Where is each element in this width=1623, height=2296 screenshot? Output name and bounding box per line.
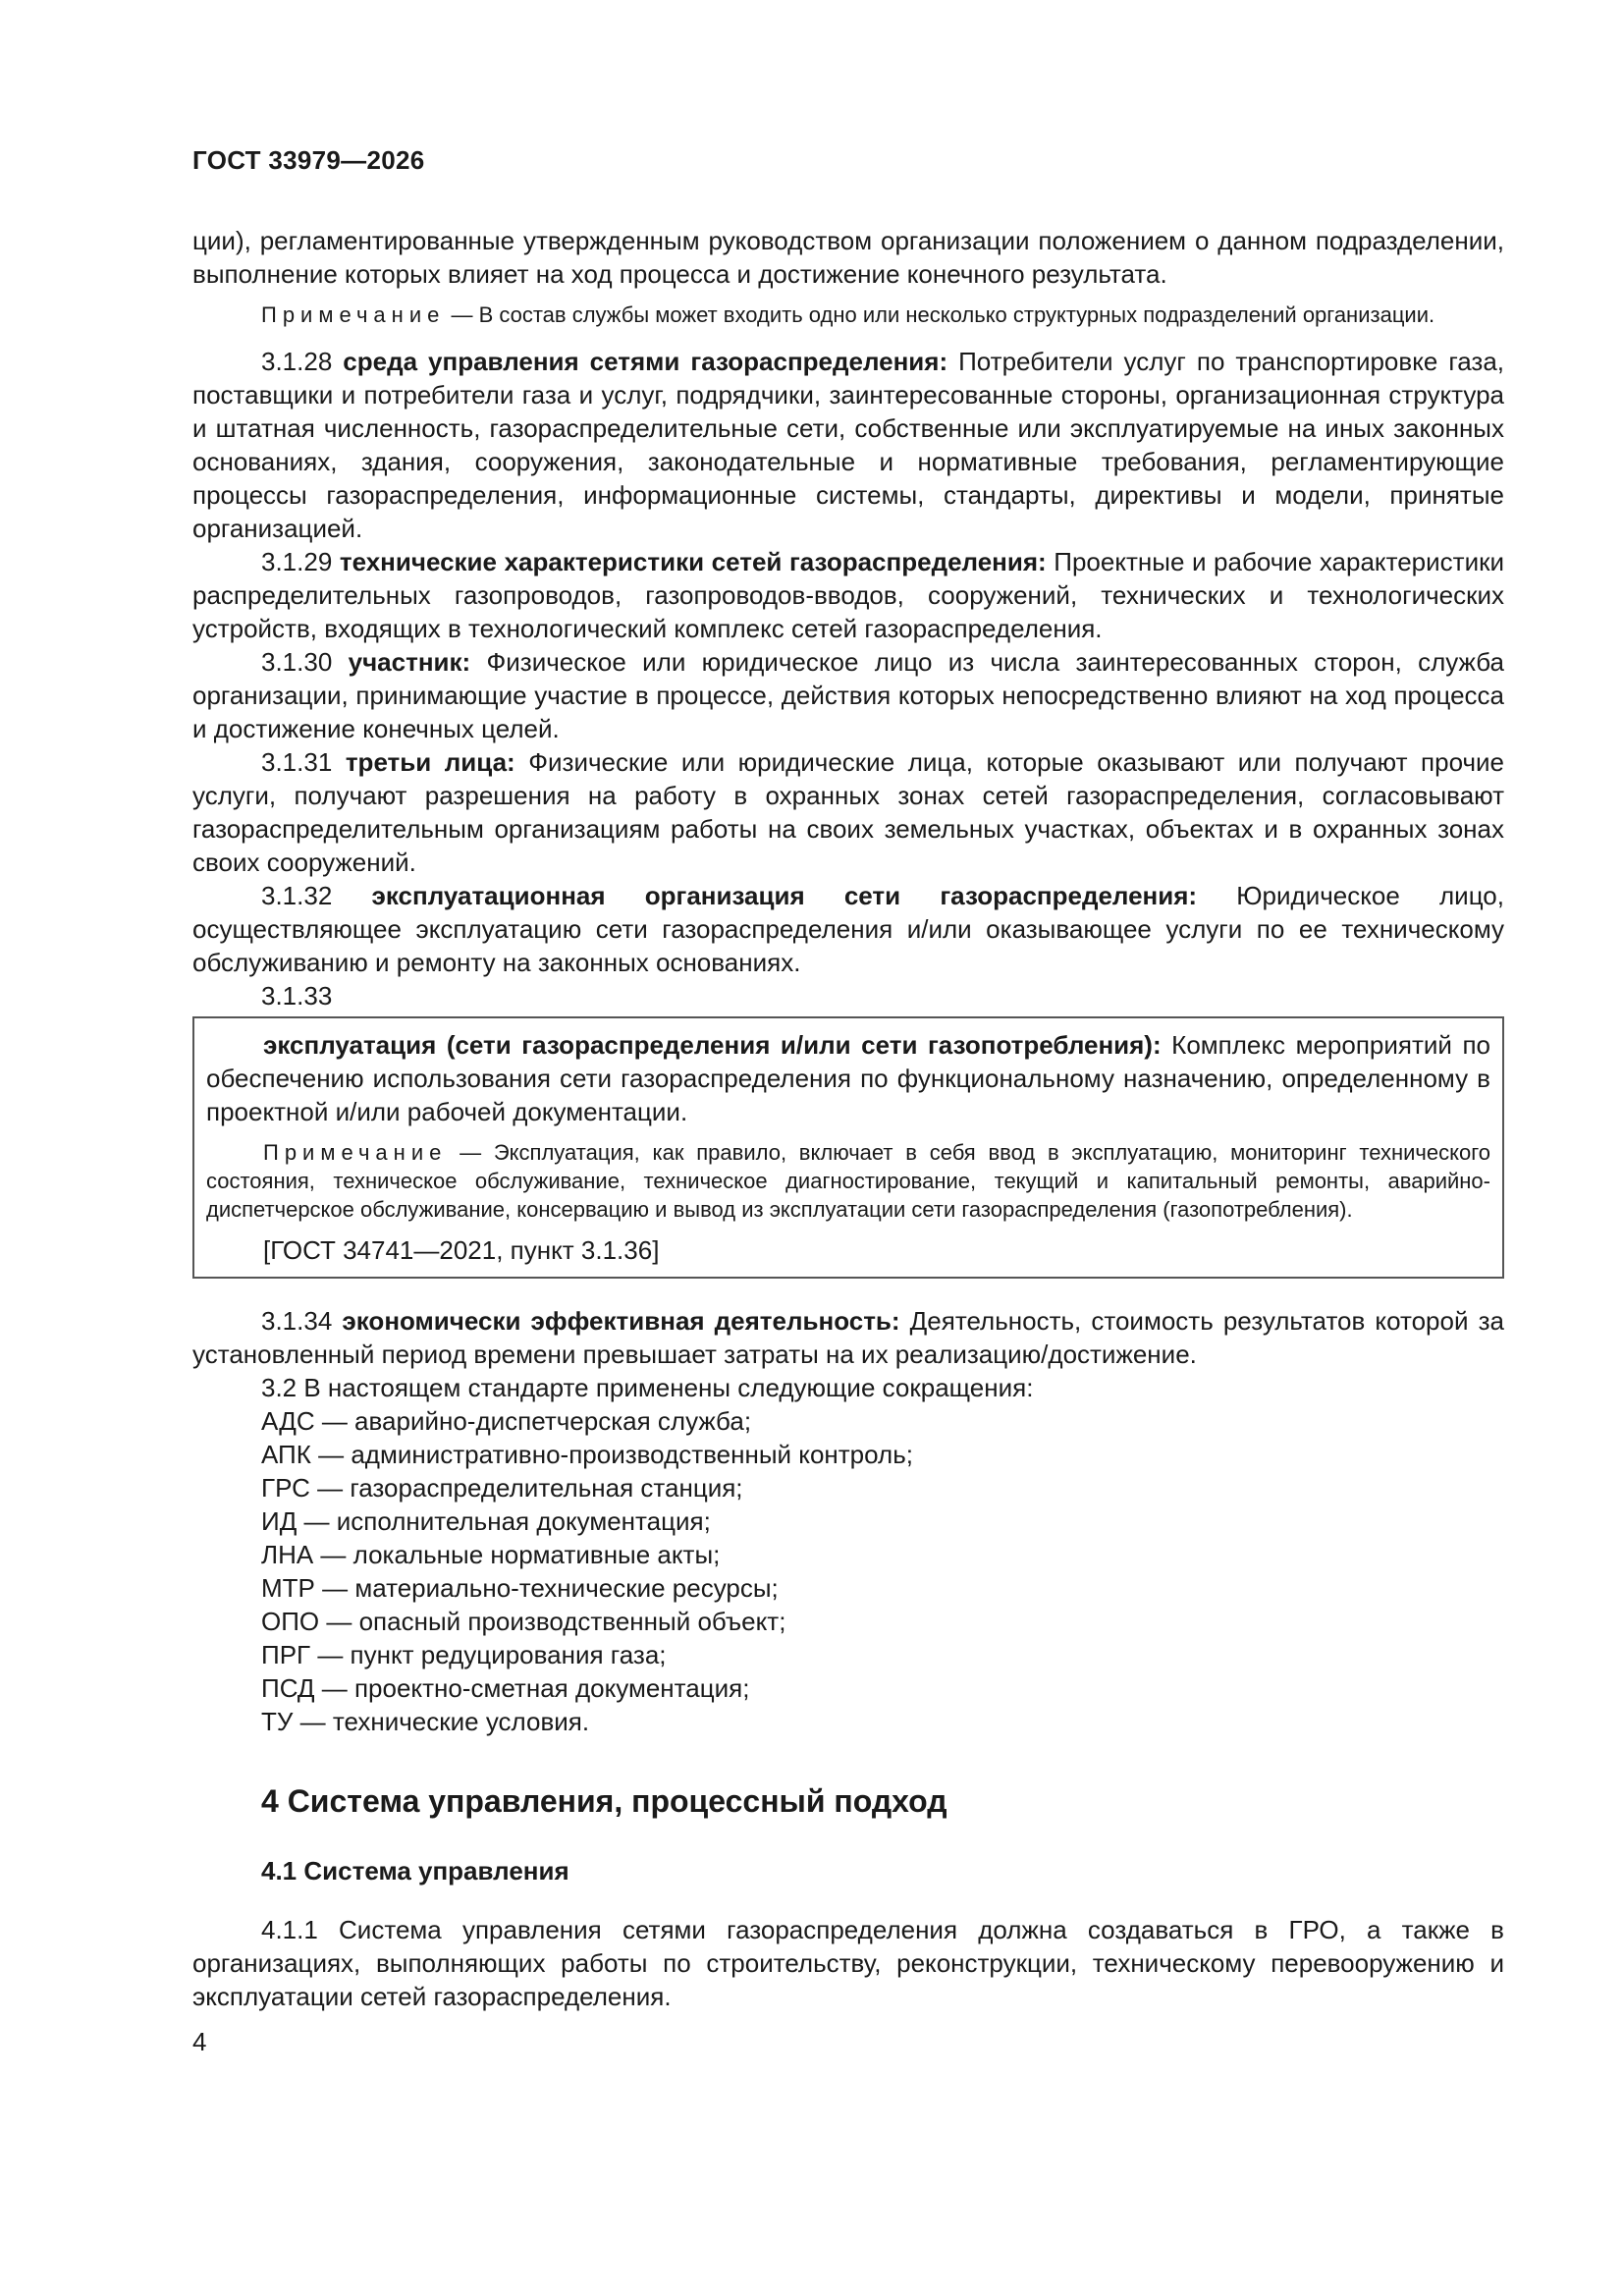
term-definition: Комплекс мероприятий по обеспечению использования сети газораспределения по функциональному назначению, определенному в проектной и/или рабочей документации. — [206, 1030, 1491, 1126]
page-number: 4 — [192, 2027, 207, 2056]
note-1-text: — В состав службы может входить одно или несколько структурных подразделений организации. — [445, 302, 1435, 327]
term-title: технические характеристики сетей газораспределения: — [339, 547, 1047, 576]
term-definition: Деятельность, стоимость результатов которой за установленный период времени превышает затраты на их реализацию/достижение. — [192, 1306, 1504, 1369]
list-item: ГРС — газораспределительная станция; — [261, 1473, 743, 1503]
term-3-1-29 — [192, 545, 1504, 645]
list-item: ПСД — проектно-сметная документация; — [261, 1673, 750, 1703]
term-title: участник: — [348, 647, 471, 677]
term-3-1-28 — [192, 345, 1504, 545]
term-definition: Проектные и рабочие характеристики распределительных газопроводов, газопроводов-вводов, сооружений, технических и технологических устройств, входящих в технологический комплекс сетей газораспределения. — [192, 547, 1504, 643]
document-header: ГОСТ 33979—2026 — [192, 145, 425, 175]
term-title: среда управления сетями газораспределения: — [343, 347, 948, 376]
note-label: Примечание — [263, 1140, 448, 1165]
term-number: 3.1.29 — [261, 547, 333, 576]
boxed-term — [206, 1028, 1490, 1128]
note-1-label: Примечание — [261, 302, 446, 327]
term-number: 3.1.28 — [261, 347, 333, 376]
term-definition: Потребители услуг по транспортировке газа, поставщики и потребители газа и услуг, подрядчики, заинтересованные стороны, организационная структура и штатная численность, газораспределительные сети, собственные или эксплуатируемые на иных законных основаниях, здания, сооружения, законодательные и нормативные требования, регламентирующие процессы газораспределения, информационные системы, стандарты, директивы и модели, принятые организацией. — [192, 347, 1504, 543]
section-4-1-heading: 4.1 Система управления — [261, 1856, 569, 1886]
section-4-heading: 4 Система управления, процессный подход — [261, 1783, 947, 1819]
term-number: 3.1.31 — [261, 747, 333, 777]
list-item: ЛНА — локальные нормативные акты; — [261, 1540, 721, 1569]
list-item: ИД — исполнительная документация; — [261, 1506, 711, 1536]
abbreviations-list — [192, 1404, 1504, 1738]
term-3-1-33-box — [192, 1016, 1504, 1279]
intro-paragraph: ции), регламентированные утвержденным руководством организации положением о данном подразделении, выполнение которых влияет на ход процесса и достижение конечного результата. — [192, 226, 1504, 289]
document-body — [192, 224, 1504, 2013]
term-definition: Юридическое лицо, осуществляющее эксплуатацию сети газораспределения и/или оказывающее услуги по ее техническому обслуживанию и ремонту на законных основаниях. — [192, 881, 1504, 977]
term-3-1-33-number: 3.1.33 — [261, 981, 333, 1011]
boxed-note — [206, 1138, 1490, 1224]
list-item: ПРГ — пункт редуцирования газа; — [261, 1640, 667, 1669]
term-title: экономически эффективная деятельность: — [342, 1306, 900, 1336]
list-item: АДС — аварийно-диспетчерская служба; — [261, 1406, 752, 1436]
term-title: третьи лица: — [345, 747, 515, 777]
term-3-1-32 — [192, 879, 1504, 979]
list-item: МТР — материально-технические ресурсы; — [261, 1573, 779, 1603]
boxed-source: [ГОСТ 34741—2021, пункт 3.1.36] — [263, 1235, 660, 1265]
term-number: 3.1.34 — [261, 1306, 333, 1336]
list-item: ТУ — технические условия. — [261, 1707, 590, 1736]
paragraph-4-1-1: 4.1.1 Система управления сетями газораспределения должна создаваться в ГРО, а также в организациях, выполняющих работы по строительству, реконструкции, техническому перевооружению и эксплуатации сетей газораспределения. — [192, 1915, 1504, 2011]
note-text: — Эксплуатация, как правило, включает в себя ввод в эксплуатацию, мониторинг технического состояния, техническое обслуживание, техническое диагностирование, текущий и капитальный ремонты, аварийно-диспетчерское обслуживание, консервацию и вывод из эксплуатации сети газораспределения (газопотребления). — [206, 1140, 1490, 1222]
term-title: эксплуатационная организация сети газораспределения: — [371, 881, 1198, 910]
term-3-1-31 — [192, 745, 1504, 879]
term-number: 3.1.30 — [261, 647, 333, 677]
term-3-1-34 — [192, 1304, 1504, 1371]
term-definition: Физические или юридические лица, которые оказывают или получают прочие услуги, получают разрешения на работу в охранных зонах сетей газораспределения, согласовывают газораспределительным организациям работы на своих земельных участках, объектах и в охранных зонах своих сооружений. — [192, 747, 1504, 877]
term-definition: Физическое или юридическое лицо из числа заинтересованных сторон, служба организации, принимающие участие в процессе, действия которых непосредственно влияют на ход процесса и достижение конечных целей. — [192, 647, 1504, 743]
term-title: эксплуатация (сети газораспределения и/или сети газопотребления): — [263, 1030, 1162, 1060]
term-3-1-30 — [192, 645, 1504, 745]
list-item: АПК — административно-производственный контроль; — [261, 1440, 913, 1469]
abbreviations-intro: 3.2 В настоящем стандарте применены следующие сокращения: — [261, 1373, 1034, 1402]
note-1 — [192, 301, 1504, 329]
term-number: 3.1.32 — [261, 881, 333, 910]
list-item: ОПО — опасный производственный объект; — [261, 1607, 786, 1636]
